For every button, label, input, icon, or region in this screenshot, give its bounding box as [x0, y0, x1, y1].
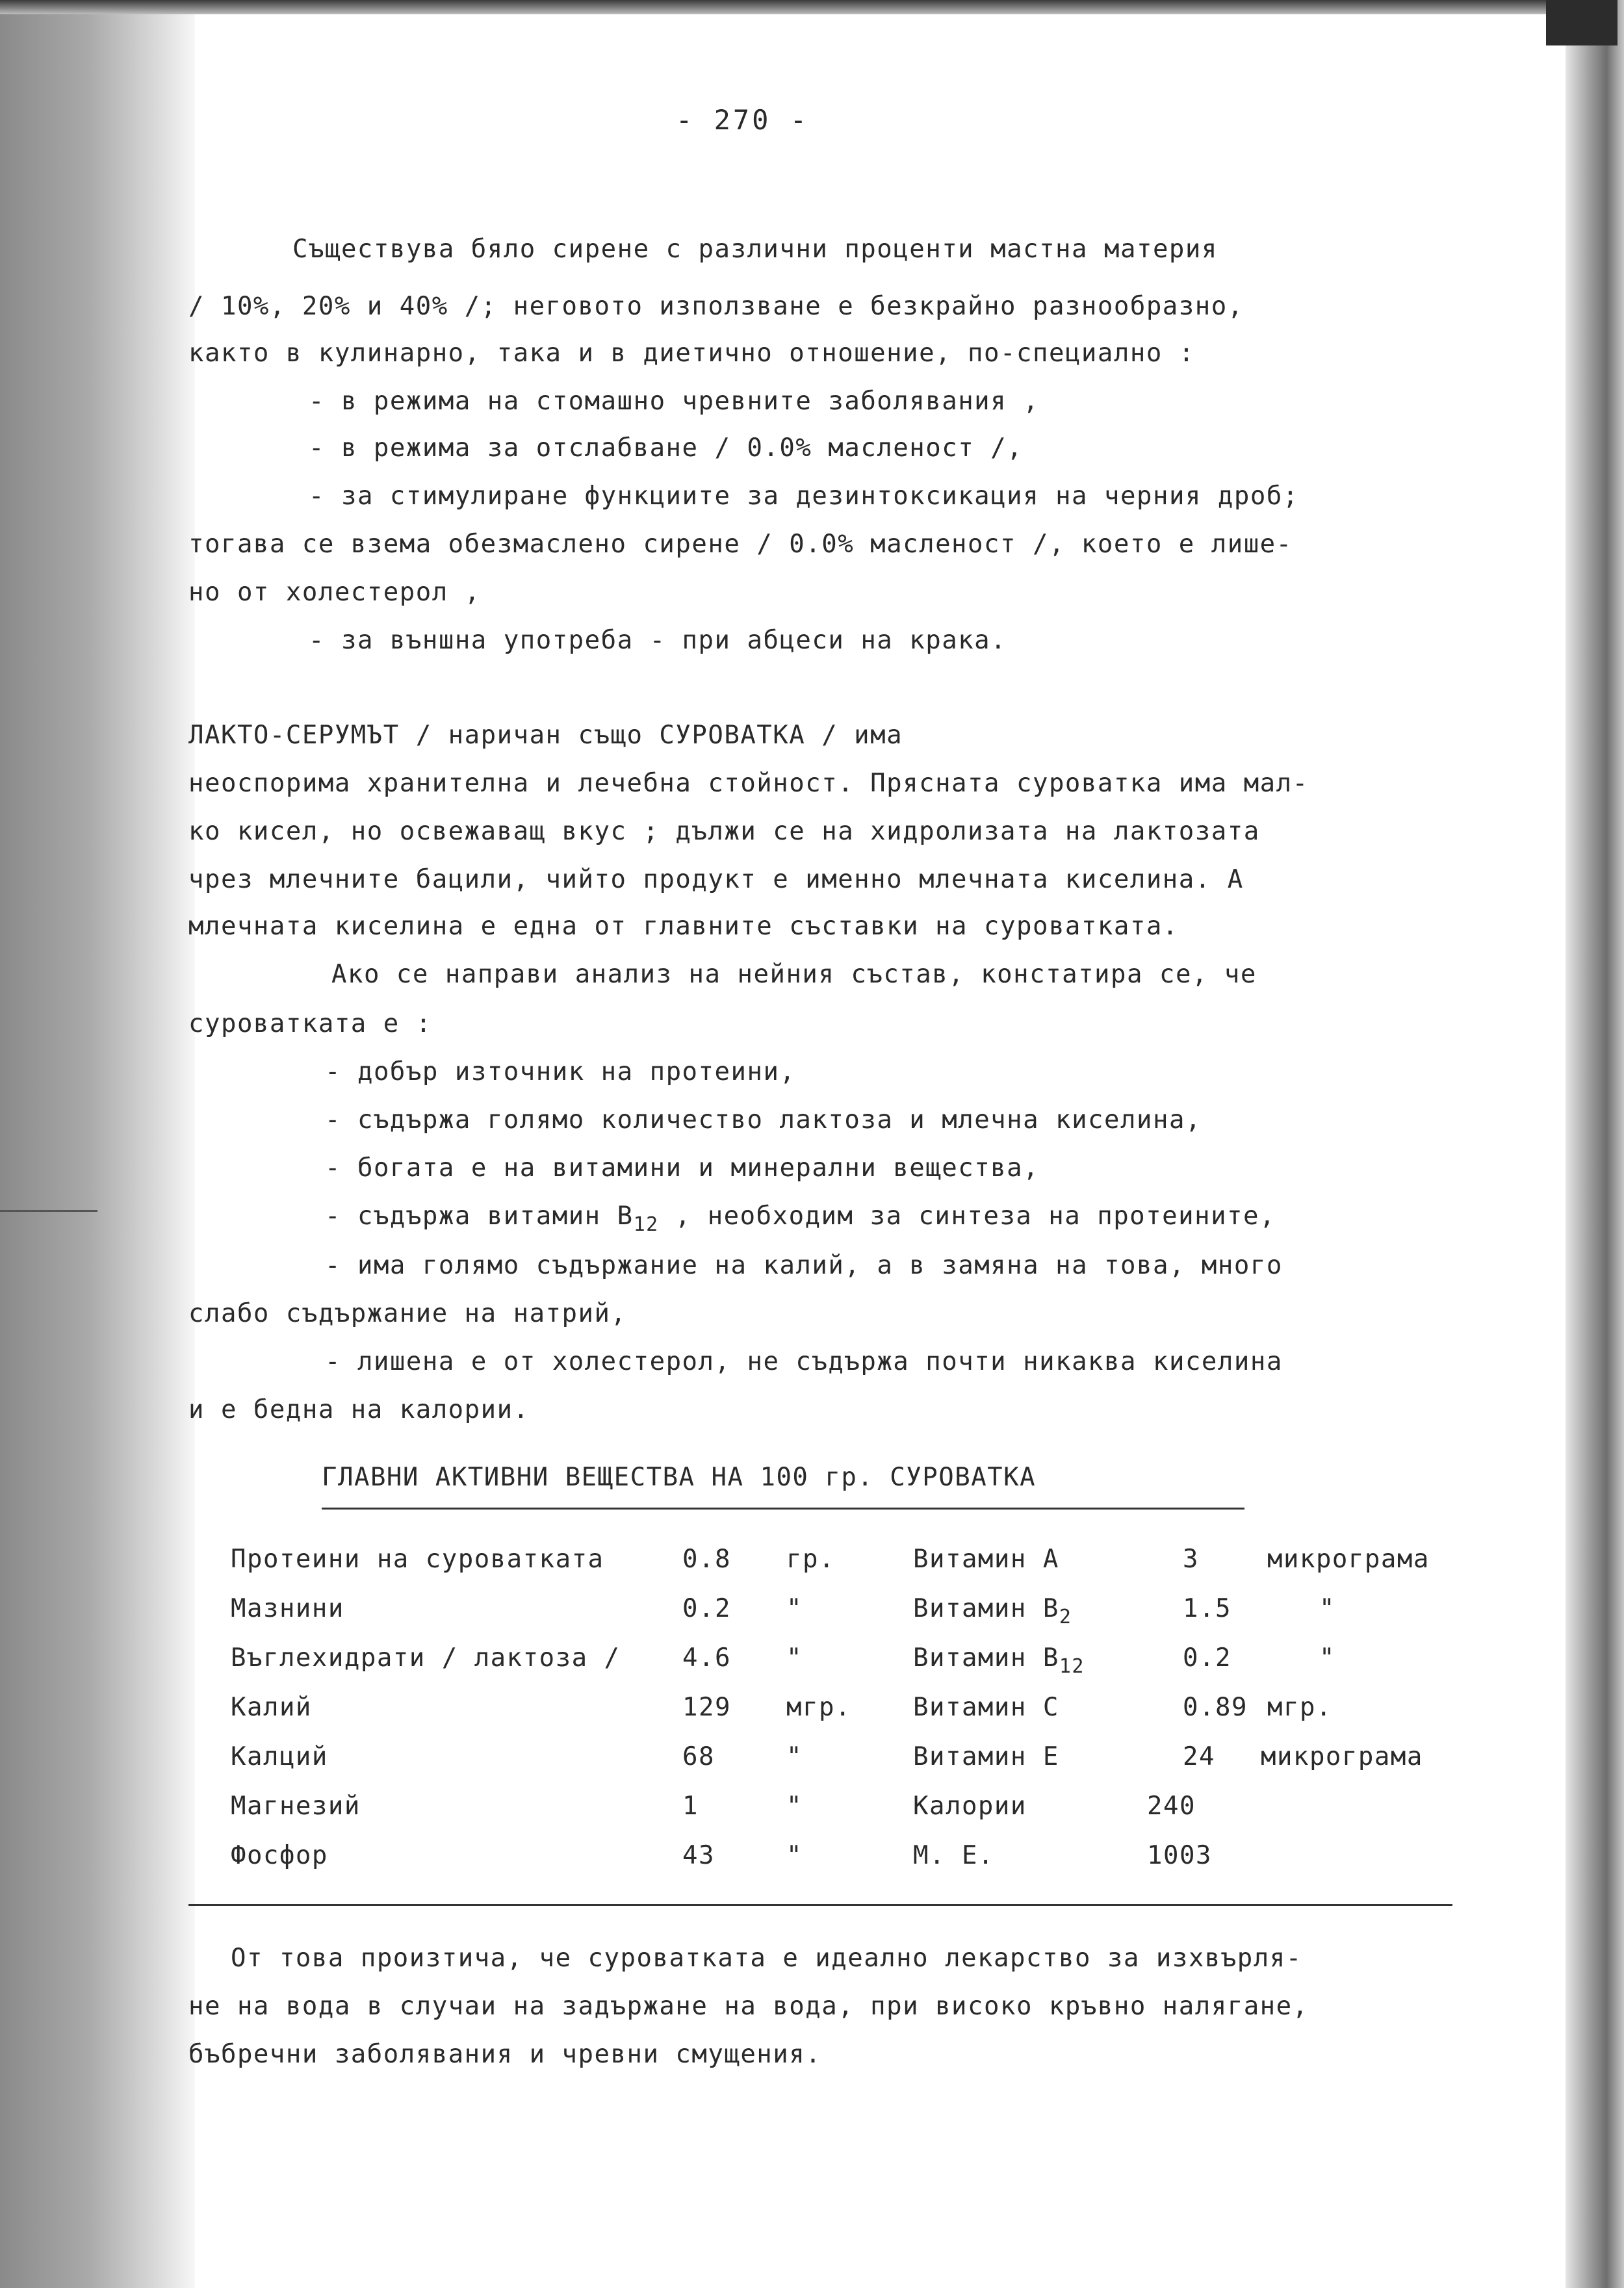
text-line: / 10%, 20% и 40% /; неговото използване е безкрайно разнообразно,: [188, 292, 1244, 321]
table-cell-name: Протеини на суроватката: [231, 1545, 604, 1574]
table-cell-value: 1.5: [1183, 1594, 1231, 1623]
table-cell-name: [913, 1742, 1059, 1773]
text-line: както в кулинарно, така и в диетично отношение, по-специално :: [188, 339, 1195, 368]
text-line: не на вода в случаи на задържане на вода, при високо кръвно налягане,: [188, 1992, 1309, 2021]
text-line-b12: [325, 1201, 1276, 1240]
text-line: Ако се направи анализ на нейния състав, констатира се, че: [331, 960, 1257, 989]
table-cell-name: Въглехидрати / лактоза /: [231, 1643, 621, 1673]
text-line: чрез млечните бацили, чийто продукт е именно млечната киселина. А: [188, 865, 1244, 894]
subscript: 2: [1059, 1606, 1072, 1628]
table-cell-unit: ": [786, 1792, 803, 1821]
table-cell-unit: мгр.: [786, 1693, 851, 1722]
table-cell-unit: ": [786, 1643, 803, 1673]
table-cell-unit: ": [1319, 1594, 1335, 1623]
text-line: и е бедна на калории.: [188, 1395, 530, 1424]
text-fragment: Витамин: [913, 1742, 1027, 1771]
table-cell-name: [913, 1791, 1027, 1822]
table-cell-name: [913, 1840, 994, 1871]
table-cell-name: [913, 1643, 1085, 1682]
table-cell-value: 129: [682, 1693, 731, 1722]
table-cell-name: [913, 1593, 1072, 1633]
text-fragment: - съдържа витамин В: [325, 1202, 634, 1231]
subscript: 12: [633, 1213, 659, 1236]
table-cell-value: 1003: [1147, 1841, 1212, 1870]
text-line: неоспорима хранителна и лечебна стойност. Прясната суроватка има мал-: [188, 769, 1309, 798]
text-fragment: Калории: [913, 1792, 1027, 1821]
table-cell-value: 68: [682, 1742, 715, 1771]
table-cell-value: 0.2: [682, 1594, 731, 1623]
table-cell-unit: микрограма: [1261, 1742, 1423, 1771]
text-line: - в режима на стомашно чревните заболявания ,: [309, 387, 1040, 416]
text-line: тогава се взема обезмаслено сирене / 0.0% масленост /, което е лише-: [188, 530, 1293, 559]
text-line: - богата е на витамини и минерални вещества,: [325, 1153, 1040, 1183]
table-cell-value: 0.89: [1183, 1693, 1248, 1722]
vitamin-letter: С: [1042, 1693, 1059, 1722]
vitamin-letter: В: [1042, 1643, 1059, 1673]
table-cell-value: 240: [1147, 1792, 1196, 1821]
text-line: - за външна употреба - при абцеси на крака.: [309, 626, 1007, 655]
vitamin-letter: А: [1042, 1545, 1059, 1574]
text-fragment: , необходим за синтеза на протеините,: [658, 1202, 1276, 1231]
table-cell-unit: ": [786, 1594, 803, 1623]
table-cell-name: [913, 1544, 1059, 1575]
subscript: 12: [1059, 1655, 1085, 1678]
text-line: - за стимулиране функциите за дезинтоксикация на черния дроб;: [309, 482, 1299, 511]
text-line: слабо съдържание на натрий,: [188, 1299, 627, 1328]
text-line: От това произтича, че суроватката е идеално лекарство за изхвърля-: [231, 1944, 1302, 1973]
text-fragment: Витамин: [913, 1594, 1027, 1623]
text-line: суроватката е :: [188, 1009, 432, 1038]
table-cell-value: 4.6: [682, 1643, 731, 1673]
text-line: Съществува бяло сирене с различни проценти мастна материя: [292, 235, 1218, 264]
text-line: - в режима за отслабване / 0.0% масленост /,: [309, 433, 1024, 463]
text-fragment: Витамин: [913, 1545, 1027, 1574]
text-fragment: М. Е.: [913, 1841, 994, 1870]
text-line: но от холестерол ,: [188, 578, 481, 607]
table-cell-value: 3: [1183, 1545, 1199, 1574]
text-line: - добър източник на протеини,: [325, 1057, 796, 1086]
table-cell-unit: ": [786, 1841, 803, 1870]
text-line: - лишена е от холестерол, не съдържа почти никаква киселина: [325, 1347, 1283, 1376]
table-cell-value: 24: [1183, 1742, 1215, 1771]
table-cell-unit: мгр.: [1267, 1693, 1332, 1722]
table-cell-name: Мазнини: [231, 1594, 344, 1623]
table-cell-name: Калий: [231, 1693, 312, 1722]
vitamin-letter: Е: [1042, 1742, 1059, 1771]
text-line: ко кисел, но освежаващ вкус ; дължи се на хидролизата на лактозата: [188, 817, 1260, 846]
table-cell-unit: ": [786, 1742, 803, 1771]
table-cell-value: 43: [682, 1841, 715, 1870]
table-cell-unit: гр.: [786, 1545, 835, 1574]
table-cell-name: Фосфор: [231, 1841, 328, 1870]
text-line: бъбречни заболявания и чревни смущения.: [188, 2040, 822, 2069]
text-fragment: Витамин: [913, 1643, 1027, 1673]
title-underline: [322, 1508, 1244, 1510]
table-bottom-rule: [188, 1904, 1452, 1906]
text-line: млечната киселина е една от главните съставки на суроватката.: [188, 912, 1179, 941]
table-cell-unit: микрограма: [1267, 1545, 1430, 1574]
table-title: ГЛАВНИ АКТИВНИ ВЕЩЕСТВА НА 100 гр. СУРОВАТКА: [322, 1463, 1037, 1492]
text-fragment: Витамин: [913, 1693, 1027, 1722]
table-cell-value: 1: [682, 1792, 699, 1821]
table-cell-value: 0.8: [682, 1545, 731, 1574]
text-line: ЛАКТО-СЕРУМЪТ / наричан също СУРОВАТКА / има: [188, 721, 903, 750]
vitamin-letter: В: [1042, 1594, 1059, 1623]
table-cell-name: Калций: [231, 1742, 328, 1771]
table-cell-value: 0.2: [1183, 1643, 1231, 1673]
table-cell-name: [913, 1692, 1059, 1723]
table-cell-unit: ": [1319, 1643, 1335, 1673]
text-line: - съдържа голямо количество лактоза и млечна киселина,: [325, 1105, 1202, 1135]
page-number: - 270 -: [676, 104, 810, 136]
text-line: - има голямо съдържание на калий, а в замяна на това, много: [325, 1251, 1283, 1280]
table-cell-name: Магнезий: [231, 1792, 361, 1821]
